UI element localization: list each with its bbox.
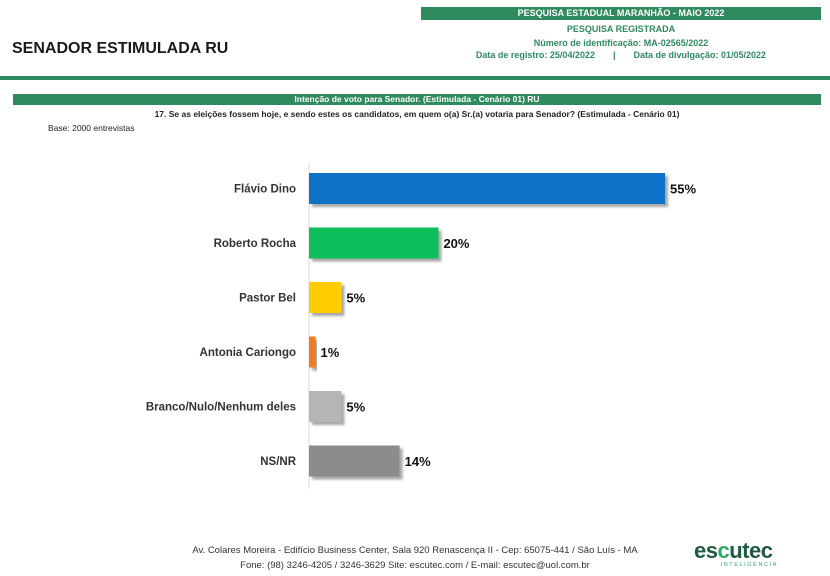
id-number: Número de identificação: MA-02565/2022 [533, 38, 709, 48]
section-banner: Intenção de voto para Senador. (Estimulada - Cenário 01) RU [13, 94, 821, 105]
value-label: 20% [443, 236, 470, 251]
category-label: Flávio Dino [234, 183, 296, 196]
logo-word-start: es [694, 538, 718, 563]
logo-wordmark [694, 540, 784, 562]
category-label: Antonia Cariongo [199, 347, 296, 359]
value-label: 5% [346, 290, 366, 306]
category-label: Roberto Rocha [213, 238, 296, 250]
bar [309, 446, 400, 477]
value-label: 55% [670, 181, 697, 197]
date-separator: | [612, 50, 616, 60]
question-text: 17. Se as eleições fossem hoje, e sendo estes os candidatos, em quem o(a) Sr.(a) votaria para Senador? (Estimulada - Cenário 01) [154, 109, 680, 119]
value-label: 14% [404, 454, 431, 469]
registration-dates [421, 50, 821, 60]
bar [309, 391, 341, 422]
chart-plot-area [146, 162, 697, 489]
logo-tagline: INTELIGÊNCIA [720, 562, 778, 568]
page-title: SENADOR ESTIMULADA RU [12, 40, 229, 57]
category-label: Branco/Nulo/Nenhum deles [145, 401, 296, 414]
bar [309, 337, 315, 368]
escutec-logo [694, 540, 784, 570]
logo-word-accent: c [717, 538, 730, 563]
logo-word-end: utec [729, 538, 773, 563]
footer-contact: Fone: (98) 3246-4205 / 3246-3629 Site: escutec.com / E-mail: escutec@uol.com.br [240, 560, 590, 571]
registered-label: PESQUISA REGISTRADA [566, 24, 676, 34]
survey-banner: PESQUISA ESTADUAL MARANHÃO - MAIO 2022 [421, 7, 821, 20]
bar [309, 173, 665, 204]
bar [309, 228, 438, 259]
release-date: Data de divulgação: 01/05/2022 [633, 50, 767, 60]
registration-date: Data de registro: 25/04/2022 [475, 50, 595, 60]
bar [309, 282, 341, 313]
value-label: 5% [346, 399, 366, 415]
category-label: NS/NR [260, 456, 296, 468]
header-divider [0, 76, 830, 80]
sample-base: Base: 2000 entrevistas [48, 123, 135, 133]
footer-address: Av. Colares Moreira - Edifício Business Center, Sala 920 Renascença II - Cep: 65075-441 / São Luís - MA [192, 545, 638, 556]
bar-chart [0, 150, 830, 500]
registration-info [421, 22, 821, 50]
footer [150, 543, 680, 573]
category-label: Pastor Bel [239, 292, 296, 305]
value-label: 1% [320, 345, 340, 360]
